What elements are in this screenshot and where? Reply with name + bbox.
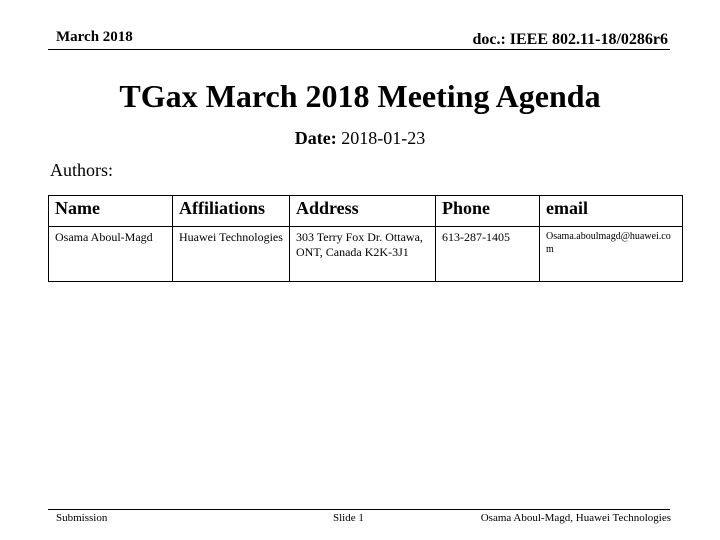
header-phone: Phone	[436, 196, 540, 227]
authors-label: Authors:	[50, 160, 113, 180]
cell-address: 303 Terry Fox Dr. Ottawa, ONT, Canada K2K-3J1	[290, 227, 436, 282]
footer-submission: Submission	[56, 512, 108, 524]
header-date: March 2018	[56, 29, 133, 45]
table-header-row	[49, 196, 683, 227]
table-row	[49, 227, 683, 282]
header-divider	[48, 49, 670, 50]
header-affiliations: Affiliations	[173, 196, 290, 227]
header-email: email	[540, 196, 683, 227]
authors-table	[48, 195, 683, 282]
date-label: Date:	[294, 128, 337, 148]
cell-phone: 613-287-1405	[436, 227, 540, 282]
footer-author: Osama Aboul-Magd, Huawei Technologies	[480, 512, 671, 524]
footer-slide-number: Slide 1	[333, 512, 364, 524]
slide-title: TGax March 2018 Meeting Agenda	[119, 78, 601, 114]
header-address: Address	[290, 196, 436, 227]
cell-email: Osama.aboulmagd@huawei.com	[540, 227, 683, 282]
cell-name: Osama Aboul-Magd	[49, 227, 173, 282]
header-doc-id: doc.: IEEE 802.11-18/0286r6	[472, 31, 668, 48]
date-line	[0, 128, 720, 149]
date-value: 2018-01-23	[341, 128, 426, 148]
header-name: Name	[49, 196, 173, 227]
cell-affiliation: Huawei Technologies	[173, 227, 290, 282]
footer-divider	[48, 509, 670, 510]
